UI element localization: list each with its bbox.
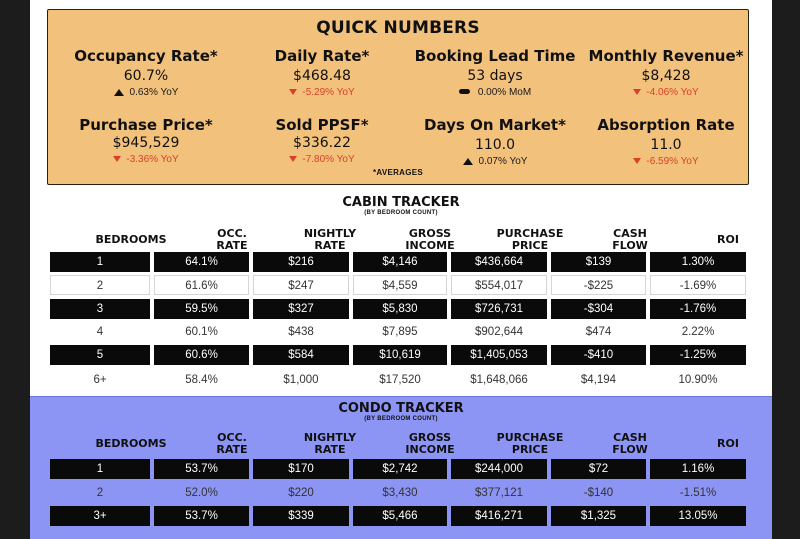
stat-label: Purchase Price* xyxy=(79,116,213,134)
column-header-roi: ROI xyxy=(717,233,739,246)
cell-occ-rate: 61.6% xyxy=(154,275,249,295)
cell-purchase-price: $902,644 xyxy=(475,326,523,338)
arrow-down-icon xyxy=(289,156,297,162)
cell-occ-rate: 53.7% xyxy=(154,506,249,526)
stat-value: 53 days xyxy=(467,68,523,84)
cell-roi: -1.25% xyxy=(650,345,746,365)
stat-change: 0.07% YoY xyxy=(400,156,590,168)
table-row xyxy=(50,370,746,390)
arrow-down-icon xyxy=(113,156,121,162)
stat-absorption-rate xyxy=(578,116,754,168)
cell-purchase-price: $1,648,066 xyxy=(470,374,528,386)
cabin-tracker-title: CABIN TRACKER xyxy=(342,195,460,210)
cell-gross-income: $17,520 xyxy=(379,374,421,386)
cell-bedrooms: 3 xyxy=(50,299,150,319)
arrow-up-icon xyxy=(114,89,124,96)
column-header-purchase-price: PURCHASE PRICE xyxy=(496,227,564,252)
stat-value: 60.7% xyxy=(123,68,169,84)
stat-label: Booking Lead Time xyxy=(414,47,576,65)
cell-nightly-rate: $1,000 xyxy=(283,374,319,386)
cell-cash-flow: $139 xyxy=(551,252,646,272)
cell-bedrooms: 1 xyxy=(50,459,150,479)
stat-label: Occupancy Rate* xyxy=(74,47,218,65)
cell-bedrooms: 5 xyxy=(50,345,150,365)
cell-nightly-rate: $584 xyxy=(253,345,349,365)
cell-cash-flow: -$225 xyxy=(551,275,646,295)
arrow-down-icon xyxy=(633,89,641,95)
cell-purchase-price: $244,000 xyxy=(451,459,547,479)
cabin-tracker-subtitle: (BY BEDROOM COUNT) xyxy=(364,210,438,216)
stat-change: -4.06% YoY xyxy=(578,87,754,99)
cell-purchase-price: $377,121 xyxy=(475,487,523,499)
cell-occ-rate: 60.6% xyxy=(154,345,249,365)
column-header-gross-income: GROSS INCOME xyxy=(405,227,455,252)
column-header-roi: ROI xyxy=(717,437,739,450)
stat-monthly-revenue xyxy=(578,47,754,99)
cell-cash-flow: $4,194 xyxy=(580,374,617,386)
stat-label: Monthly Revenue* xyxy=(588,47,744,65)
column-header-purchase-price: PURCHASE PRICE xyxy=(496,431,564,456)
cell-gross-income: $4,559 xyxy=(353,275,447,295)
cell-gross-income: $5,830 xyxy=(353,299,447,319)
flat-dash-icon xyxy=(459,89,470,94)
column-header-cash-flow: CASH FLOW xyxy=(612,431,648,456)
cell-purchase-price: $416,271 xyxy=(451,506,547,526)
cell-roi: -1.76% xyxy=(650,299,746,319)
stat-label: Absorption Rate xyxy=(597,116,735,134)
stat-change: -7.80% YoY xyxy=(234,154,410,166)
cell-nightly-rate: $438 xyxy=(288,326,314,338)
tracker-page xyxy=(30,0,772,539)
stat-sold-ppsf xyxy=(234,116,410,166)
table-row xyxy=(50,459,746,479)
cell-cash-flow: $72 xyxy=(551,459,646,479)
arrow-up-icon xyxy=(463,158,473,165)
stat-value: $336.22 xyxy=(293,135,351,151)
stat-change: -6.59% YoY xyxy=(578,156,754,168)
stat-value: $945,529 xyxy=(112,135,180,151)
stat-value: 11.0 xyxy=(650,137,682,153)
quick-numbers-panel xyxy=(47,9,749,185)
stat-daily-rate xyxy=(234,47,410,99)
stat-value: $8,428 xyxy=(641,68,691,84)
stat-change: 0.63% YoY xyxy=(58,87,234,99)
cell-bedrooms: 6+ xyxy=(93,374,107,386)
stat-change: -5.29% YoY xyxy=(234,87,410,99)
stat-label: Sold PPSF* xyxy=(275,116,369,134)
cell-nightly-rate: $170 xyxy=(253,459,349,479)
stat-change: 0.00% MoM xyxy=(400,87,590,99)
cell-bedrooms: 3+ xyxy=(50,506,150,526)
column-header-occ-rate: OCC. RATE xyxy=(216,431,248,456)
cell-roi: 1.30% xyxy=(650,252,746,272)
cell-roi: -1.69% xyxy=(650,275,746,295)
stat-value: $468.48 xyxy=(293,68,351,84)
cell-cash-flow: -$140 xyxy=(583,487,614,499)
cell-gross-income: $5,466 xyxy=(353,506,447,526)
cell-bedrooms: 2 xyxy=(96,487,104,499)
cell-nightly-rate: $339 xyxy=(253,506,349,526)
cell-nightly-rate: $327 xyxy=(253,299,349,319)
table-row xyxy=(50,275,746,295)
table-row xyxy=(50,252,746,272)
condo-tracker-panel xyxy=(30,396,772,539)
stat-days-on-market xyxy=(400,116,590,168)
cell-cash-flow: $1,325 xyxy=(551,506,646,526)
cell-purchase-price: $1,405,053 xyxy=(451,345,547,365)
condo-tracker-subtitle: (BY BEDROOM COUNT) xyxy=(364,416,438,422)
cell-roi: -1.51% xyxy=(679,487,717,499)
cell-nightly-rate: $216 xyxy=(253,252,349,272)
cell-gross-income: $7,895 xyxy=(382,326,418,338)
cell-roi: 13.05% xyxy=(650,506,746,526)
cell-nightly-rate: $247 xyxy=(253,275,349,295)
quick-numbers-title: QUICK NUMBERS xyxy=(316,18,480,38)
cell-gross-income: $2,742 xyxy=(353,459,447,479)
cell-occ-rate: 58.4% xyxy=(185,374,218,386)
cell-bedrooms: 1 xyxy=(50,252,150,272)
cell-occ-rate: 60.1% xyxy=(185,326,218,338)
stat-label: Daily Rate* xyxy=(274,47,370,65)
stat-occupancy-rate xyxy=(58,47,234,99)
cell-nightly-rate: $220 xyxy=(288,487,314,499)
stat-booking-lead-time xyxy=(400,47,590,99)
cell-bedrooms: 2 xyxy=(50,275,150,295)
cell-gross-income: $4,146 xyxy=(353,252,447,272)
cell-occ-rate: 53.7% xyxy=(154,459,249,479)
arrow-down-icon xyxy=(633,158,641,164)
column-header-nightly-rate: NIGHTLY RATE xyxy=(303,227,357,252)
stat-change: -3.36% YoY xyxy=(58,154,234,166)
averages-note: *AVERAGES xyxy=(372,168,424,177)
table-row xyxy=(50,506,746,526)
column-header-cash-flow: CASH FLOW xyxy=(612,227,648,252)
cell-gross-income: $3,430 xyxy=(382,487,418,499)
column-header-gross-income: GROSS INCOME xyxy=(405,431,455,456)
cell-cash-flow: -$410 xyxy=(551,345,646,365)
table-row xyxy=(50,322,746,342)
column-header-bedrooms: BEDROOMS xyxy=(95,437,167,450)
stat-purchase-price xyxy=(58,116,234,166)
cell-roi: 10.90% xyxy=(678,374,718,386)
cell-roi: 2.22% xyxy=(681,326,715,338)
table-row xyxy=(50,345,746,365)
cell-cash-flow: $474 xyxy=(585,326,612,338)
column-header-nightly-rate: NIGHTLY RATE xyxy=(303,431,357,456)
cell-occ-rate: 59.5% xyxy=(154,299,249,319)
condo-tracker-title: CONDO TRACKER xyxy=(338,401,464,416)
cell-purchase-price: $554,017 xyxy=(451,275,547,295)
cell-occ-rate: 52.0% xyxy=(185,487,218,499)
table-row xyxy=(50,299,746,319)
table-row xyxy=(50,483,746,503)
cell-roi: 1.16% xyxy=(650,459,746,479)
column-header-bedrooms: BEDROOMS xyxy=(95,233,167,246)
cell-bedrooms: 4 xyxy=(96,326,104,338)
cell-gross-income: $10,619 xyxy=(353,345,447,365)
cell-purchase-price: $436,664 xyxy=(451,252,547,272)
stat-value: 110.0 xyxy=(474,137,516,153)
cell-purchase-price: $726,731 xyxy=(451,299,547,319)
cell-occ-rate: 64.1% xyxy=(154,252,249,272)
column-header-occ-rate: OCC. RATE xyxy=(216,227,248,252)
arrow-down-icon xyxy=(289,89,297,95)
cell-cash-flow: -$304 xyxy=(551,299,646,319)
stat-label: Days On Market* xyxy=(424,116,566,134)
